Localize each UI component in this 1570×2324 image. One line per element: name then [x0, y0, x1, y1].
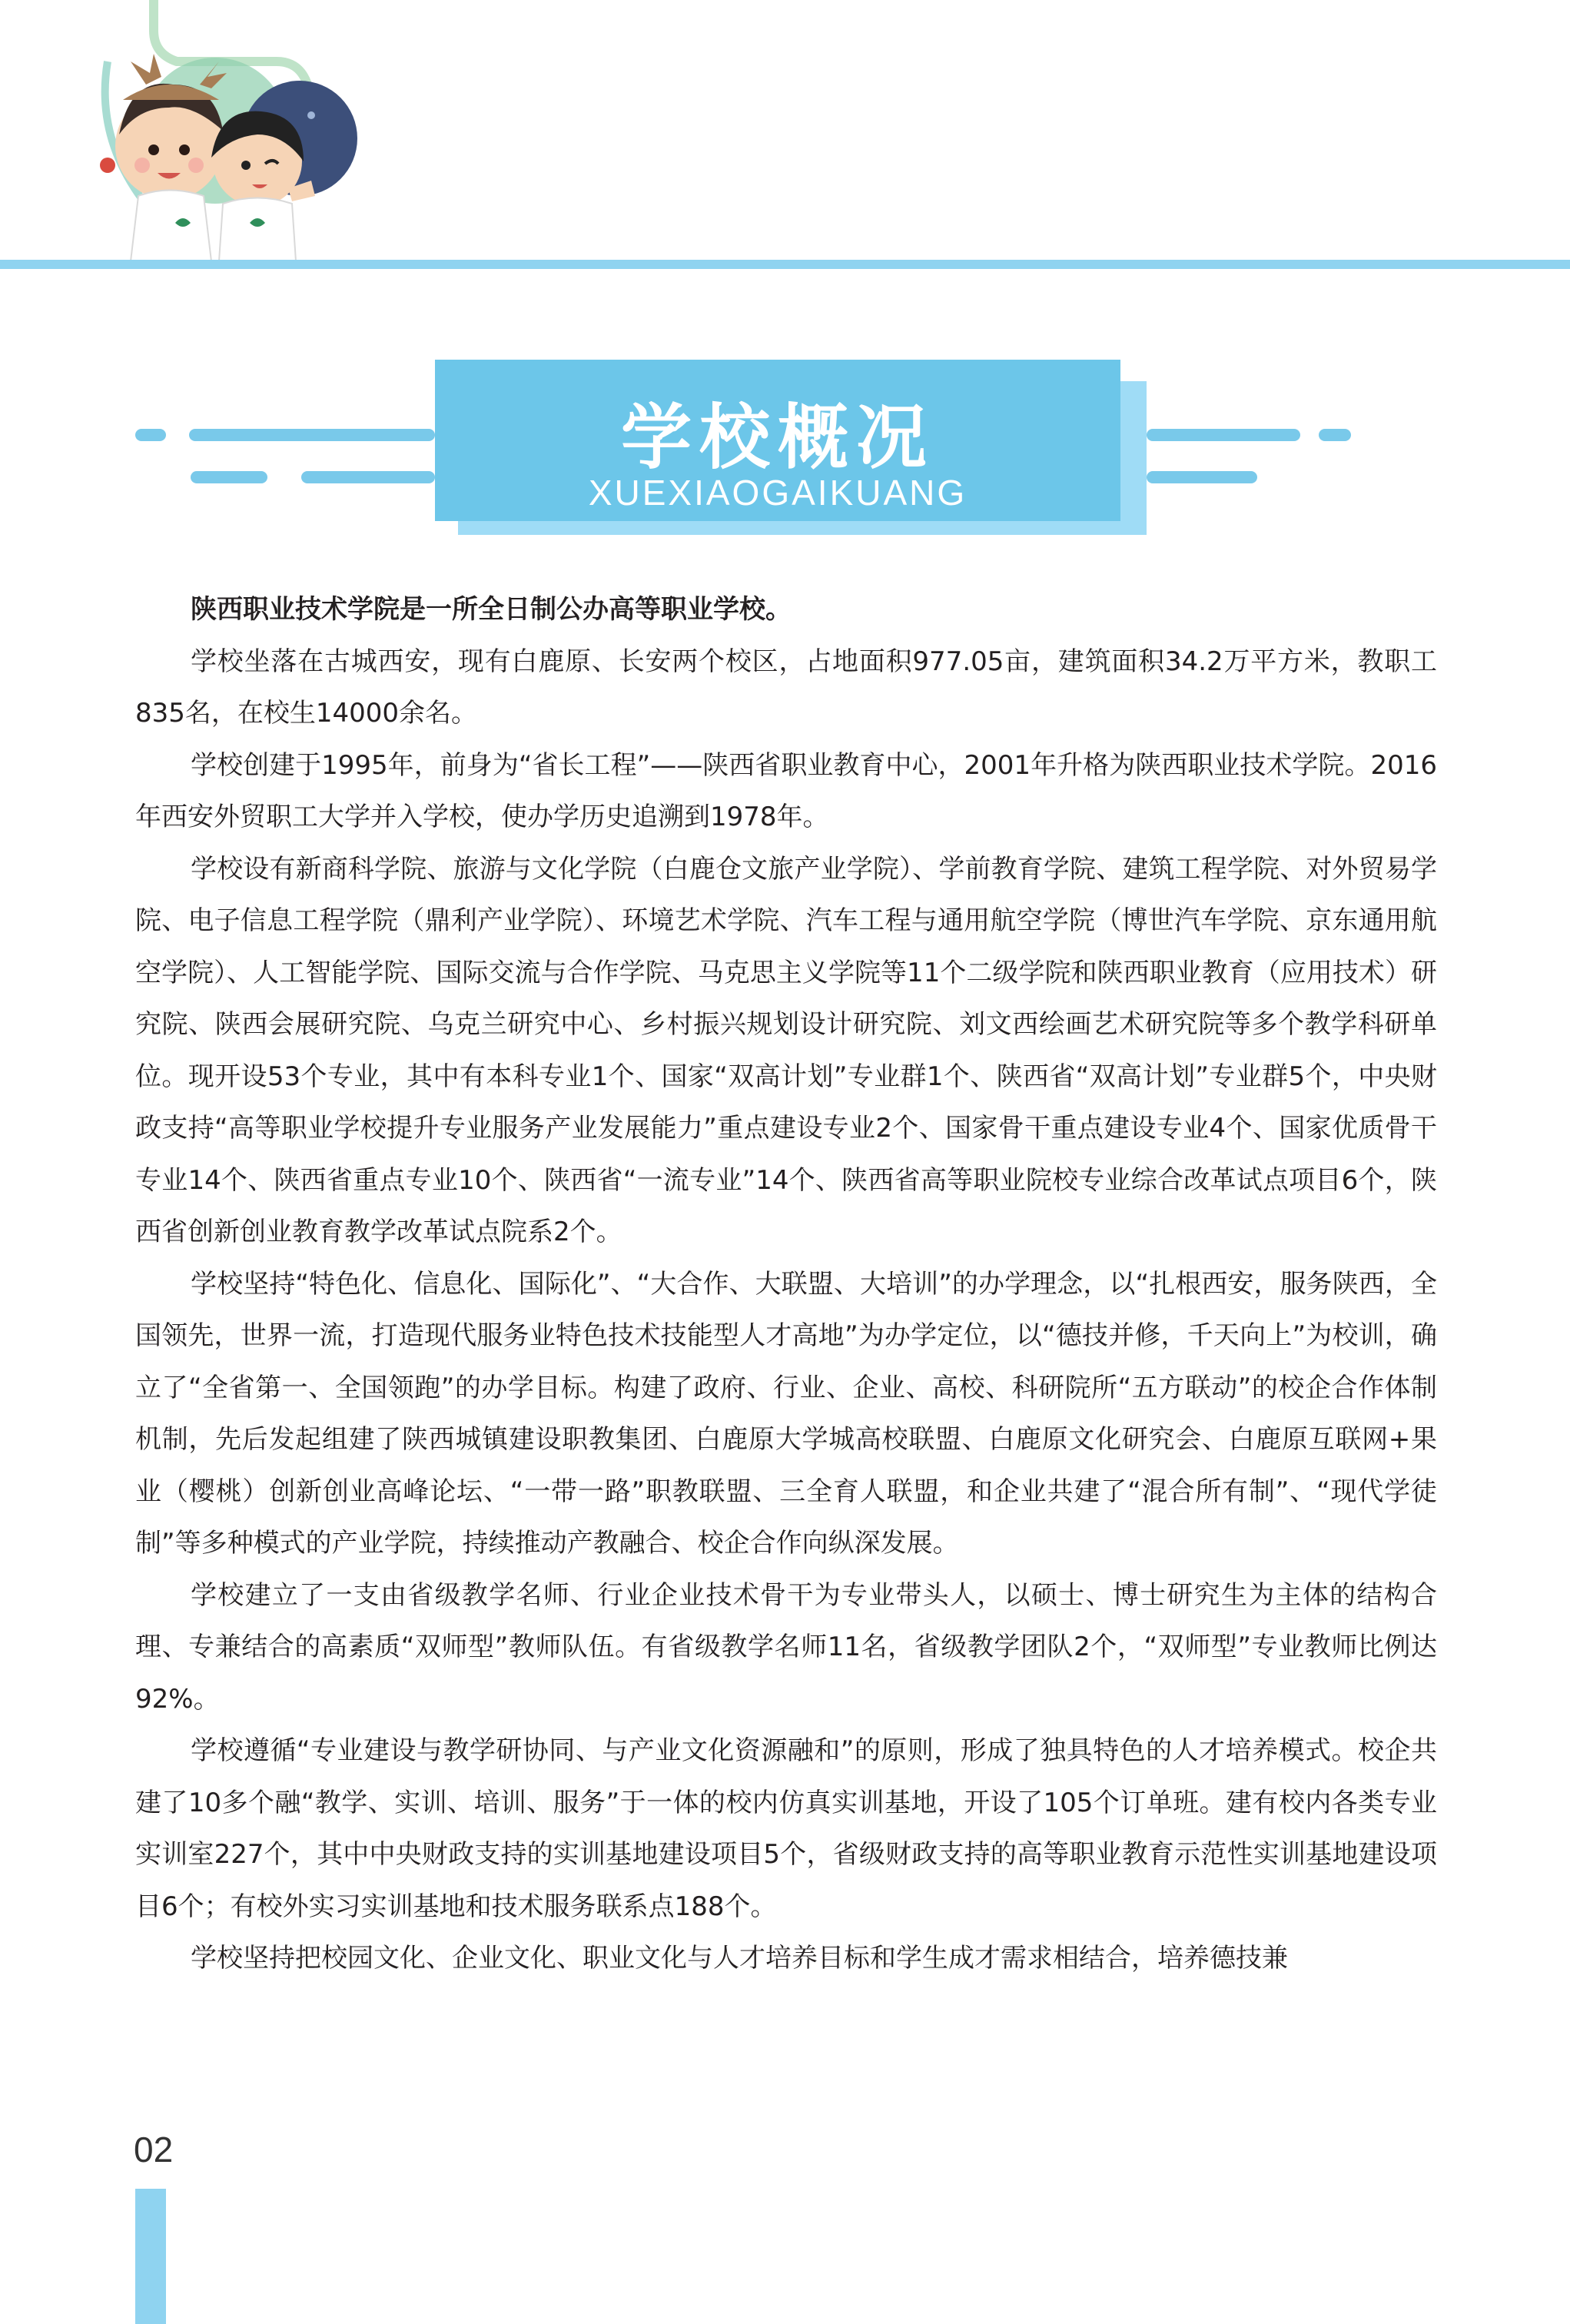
paragraph: 学校建立了一支由省级教学名师、行业企业技术骨干为专业带头人，以硕士、博士研究生为主体的结构合理、专兼结合的高素质“双师型”教师队伍。有省级教学名师11名，省级教学团队2个，“双师型”专业教师比例达92%。: [135, 1579, 1437, 1715]
decor-dash: [1147, 429, 1300, 441]
paragraph: 学校遵循“专业建设与教学研协同、与产业文化资源融和”的原则，形成了独具特色的人才培养模式。校企共建了10多个融“教学、实训、培训、服务”于一体的校内仿真实训基地，开设了105个订单班。建有校内各类专业实训室227个，其中中央财政支持的实训基地建设项目5个，省级财政支持的高等职业教育示范性实训基地建设项目6个；有校外实习实训基地和技术服务联系点188个。: [135, 1735, 1437, 1922]
page-subtitle: XUEXIAOGAIKUANG: [588, 473, 968, 513]
page-title: 学校概况: [620, 397, 934, 479]
decor-dash: [301, 471, 435, 483]
section-title-banner: [0, 354, 1570, 546]
decor-dash: [1319, 429, 1351, 441]
paragraph: 学校设有新商科学院、旅游与文化学院（白鹿仓文旅产业学院）、学前教育学院、建筑工程学院、对外贸易学院、电子信息工程学院（鼎利产业学院）、环境艺术学院、汽车工程与通用航空学院（博世汽车学院、京东通用航空学院）、人工智能学院、国际交流与合作学院、马克思主义学院等11个二级学院和陕西职业教育（应用技术）研究院、陕西会展研究院、乌克兰研究中心、乡村振兴规划设计研究院、刘文西绘画艺术研究院等多个教学科研单位。现开设53个专业，其中有本科专业1个、国家“双高计划”专业群1个、陕西省“双高计划”专业群5个，中央财政支持“高等职业学校提升专业服务产业发展能力”重点建设专业2个、国家骨干重点建设专业4个、国家优质骨干专业14个、陕西省重点专业10个、陕西省“一流专业”14个、陕西省高等职业院校专业综合改革试点项目6个，陕西省创新创业教育教学改革试点院系2个。: [135, 853, 1437, 1247]
decor-dash: [191, 471, 267, 483]
paragraph: 学校坚持把校园文化、企业文化、职业文化与人才培养目标和学生成才需求相结合，培养德技兼: [191, 1943, 1288, 1974]
lead-paragraph: 陕西职业技术学院是一所全日制公办高等职业学校。: [191, 594, 792, 625]
title-box: [435, 360, 1120, 521]
header-divider: [0, 260, 1570, 269]
mascot-illustration: [77, 0, 369, 261]
page-number: 02: [134, 2130, 174, 2170]
paragraph: 学校坚持“特色化、信息化、国际化”、“大合作、大联盟、大培训”的办学理念，以“扎根西安，服务陕西，全国领先，世界一流，打造现代服务业特色技术技能型人才高地”为办学定位，以“德技并修，千天向上”为校训，确立了“全省第一、全国领跑”的办学目标。构建了政府、行业、企业、高校、科研院所“五方联动”的校企合作体制机制，先后发起组建了陕西城镇建设职教集团、白鹿原大学城高校联盟、白鹿原文化研究会、白鹿原互联网+果业（樱桃）创新创业高峰论坛、“一带一路”职教联盟、三全育人联盟，和企业共建了“混合所有制”、“现代学徒制”等多种模式的产业学院，持续推动产教融合、校企合作向纵深发展。: [135, 1268, 1437, 1559]
paragraph: 学校创建于1995年，前身为“省长工程”——陕西省职业教育中心，2001年升格为陕西职业技术学院。2016年西安外贸职工大学并入学校，使办学历史追溯到1978年。: [135, 749, 1437, 832]
decor-dash: [1147, 471, 1257, 483]
page-number-bar: [135, 2189, 166, 2324]
decor-dash: [189, 429, 435, 441]
decor-dash: [135, 429, 166, 441]
article-body: [135, 584, 1437, 1985]
paragraph: 学校坐落在古城西安，现有白鹿原、长安两个校区，占地面积977.05亩，建筑面积34.2万平方米，教职工835名，在校生14000余名。: [135, 646, 1437, 729]
